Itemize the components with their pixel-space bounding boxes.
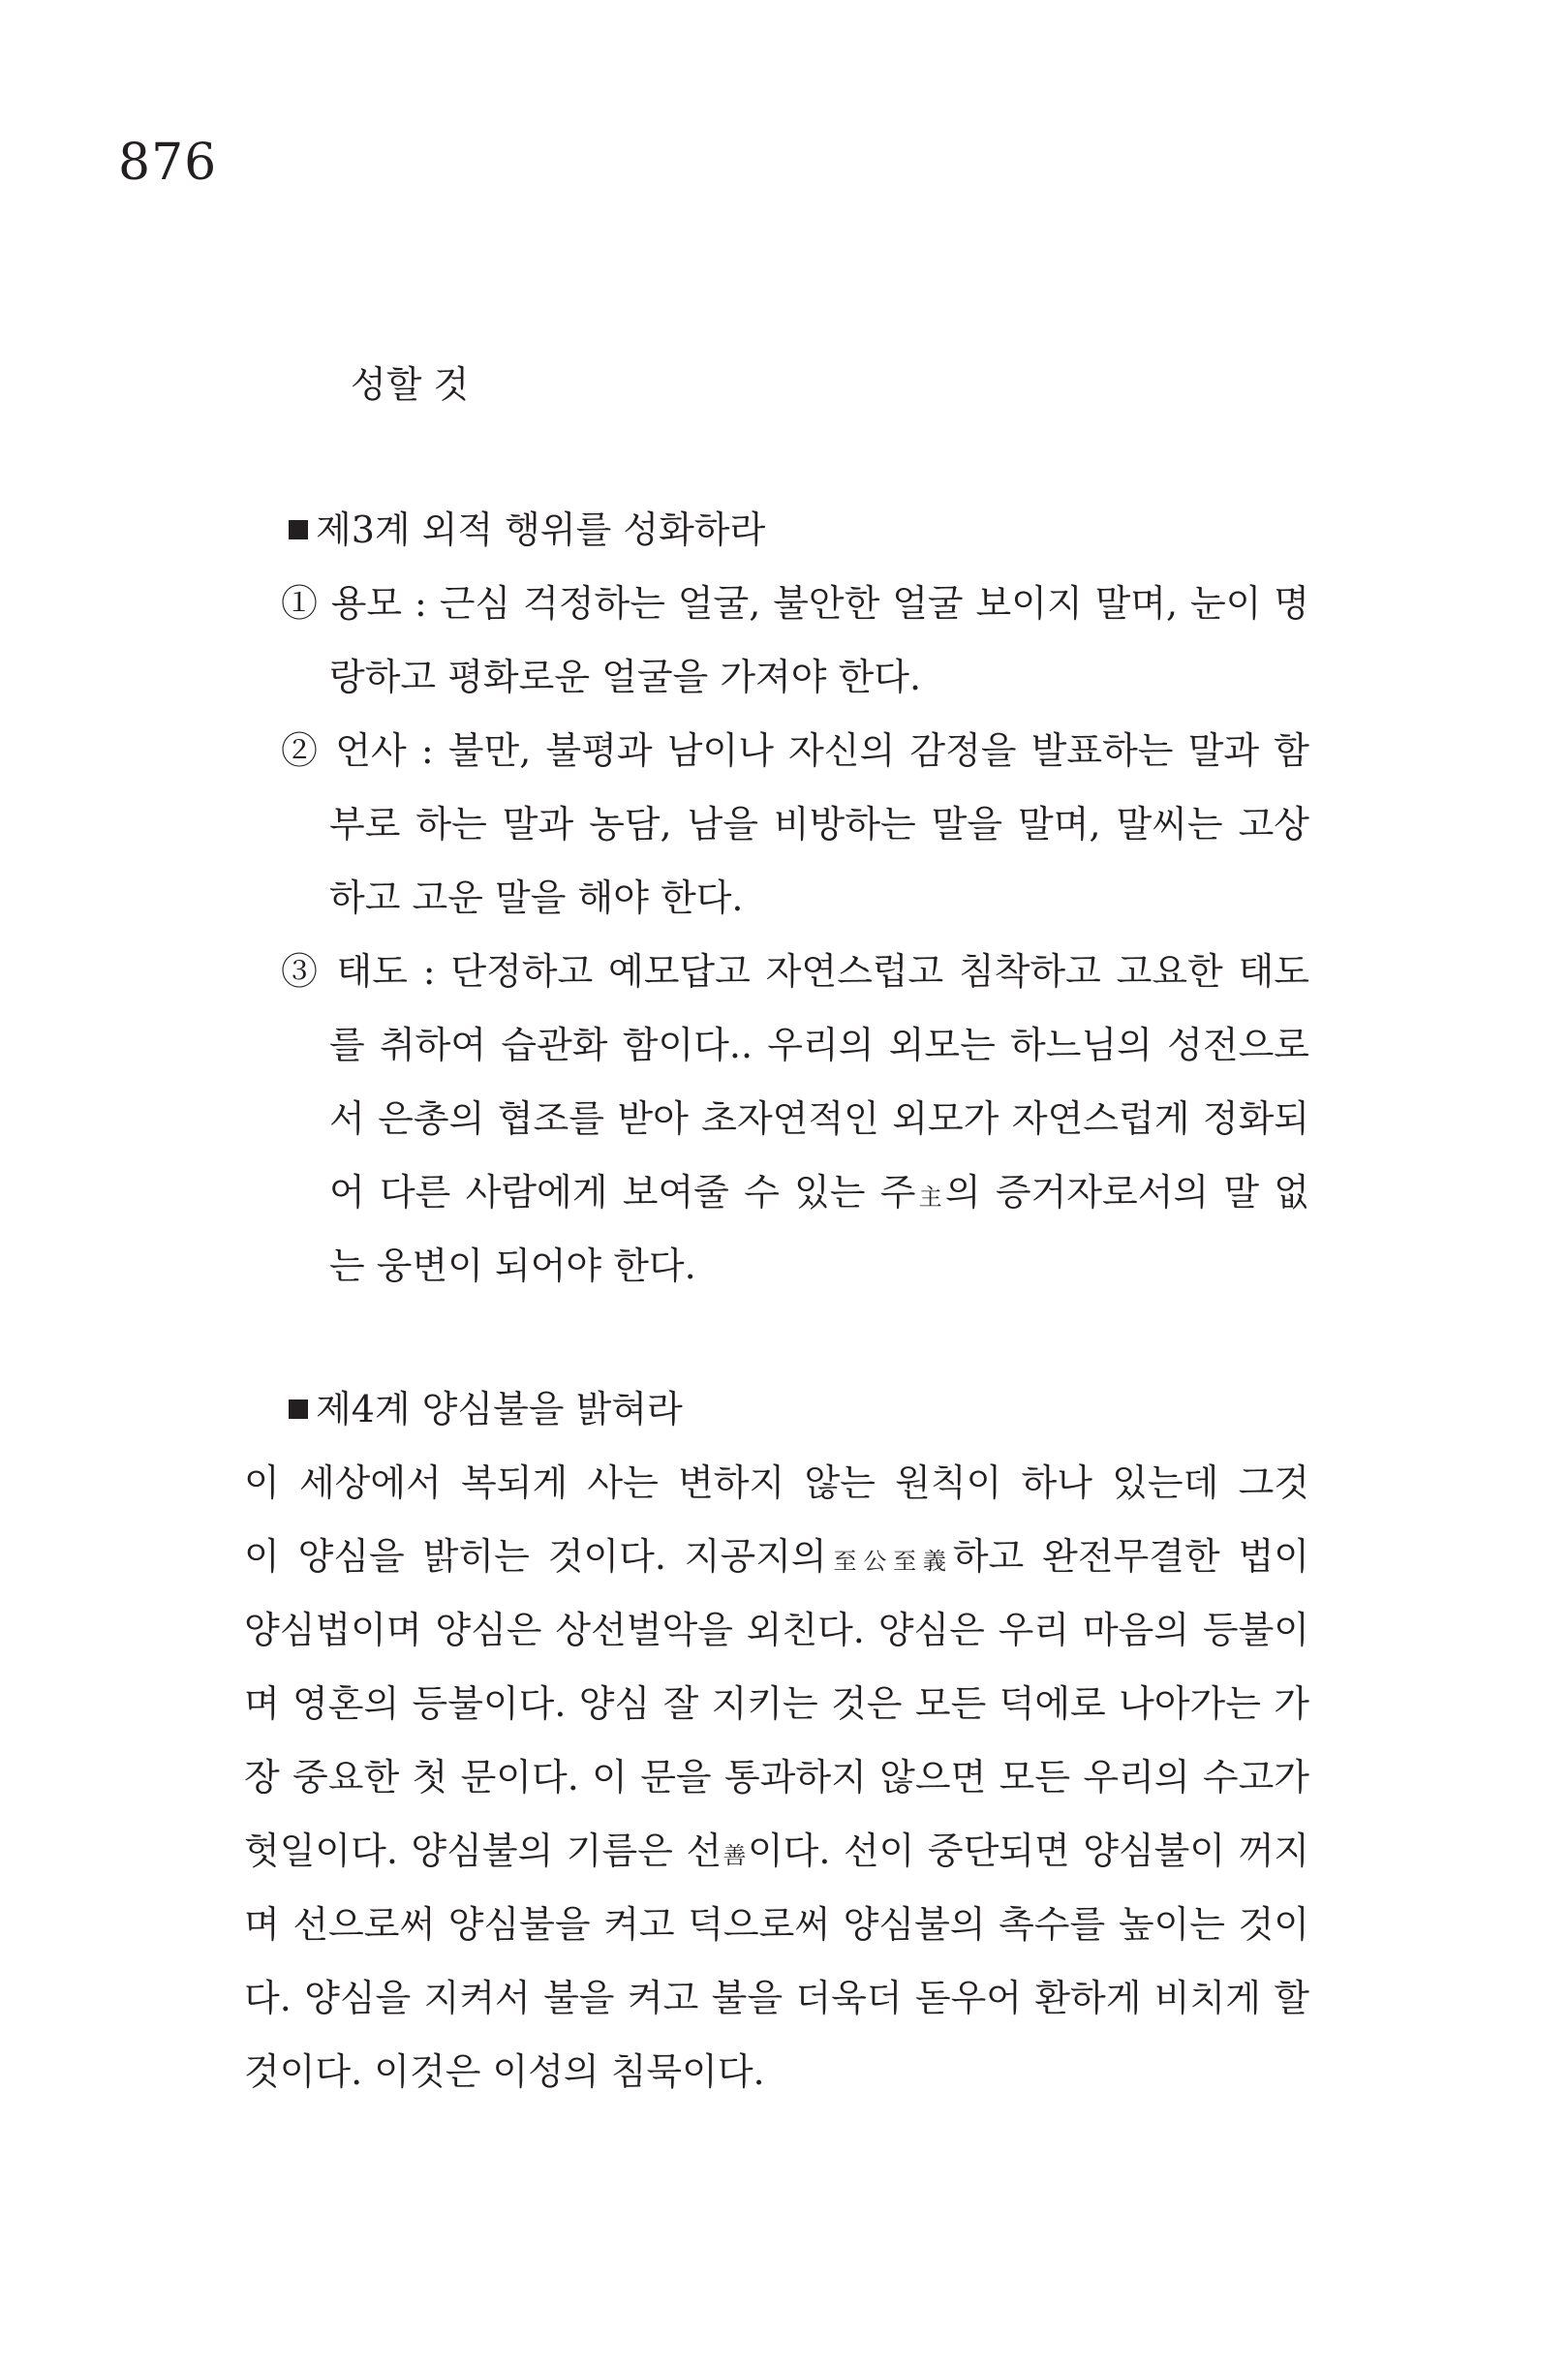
section4-heading bbox=[289, 1388, 683, 1430]
section3-heading bbox=[289, 508, 766, 551]
square-bullet-icon bbox=[289, 520, 308, 539]
body-line2-pre: 이 양심을 밝히는 것이다. 지공지의 bbox=[244, 1535, 827, 1578]
hanja-annotation: 主 bbox=[915, 1184, 945, 1211]
item3-line2: 를 취하여 습관화 함이다.. 우리의 외모는 하느님의 성전으로 bbox=[329, 1024, 1309, 1066]
hanja-annotation: 善 bbox=[722, 1842, 748, 1869]
body-line3: 양심법이며 양심은 상선벌악을 외친다. 양심은 우리 마음의 등불이 bbox=[244, 1609, 1309, 1651]
body-line8: 다. 양심을 지켜서 불을 켜고 불을 더욱더 돋우어 환하게 비치게 할 bbox=[244, 1977, 1309, 2019]
body-line6-pre: 헛일이다. 양심불의 기름은 선 bbox=[244, 1830, 723, 1872]
body-line9: 것이다. 이것은 이성의 침묵이다. bbox=[244, 2050, 765, 2093]
item1-line1: ① 용모 : 근심 걱정하는 얼굴, 불안한 얼굴 보이지 말며, 눈이 명 bbox=[281, 582, 1309, 625]
item2-line2: 부로 하는 말과 농담, 남을 비방하는 말을 말며, 말씨는 고상 bbox=[329, 803, 1309, 846]
item3-line4-post: 의 증거자로서의 말 없 bbox=[944, 1171, 1310, 1214]
continuation-line: 성할 것 bbox=[351, 363, 470, 406]
body-line5: 장 중요한 첫 문이다. 이 문을 통과하지 않으면 모든 우리의 수고가 bbox=[244, 1756, 1309, 1799]
item3-line5: 는 웅변이 되어야 한다. bbox=[329, 1245, 696, 1287]
item3-line4 bbox=[329, 1171, 1310, 1214]
item3-line4-pre: 어 다른 사람에게 보여줄 수 있는 주 bbox=[329, 1171, 916, 1214]
hanja-annotation: 至公至義 bbox=[826, 1548, 953, 1575]
page-number: 876 bbox=[118, 134, 218, 192]
section3-heading-text: 제3계 외적 행위를 성화하라 bbox=[316, 508, 766, 551]
body-line1: 이 세상에서 복되게 사는 변하지 않는 원칙이 하나 있는데 그것 bbox=[244, 1461, 1309, 1504]
body-line6-post: 이다. 선이 중단되면 양심불이 꺼지 bbox=[747, 1830, 1309, 1872]
body-line7: 며 선으로써 양심불을 켜고 덕으로써 양심불의 촉수를 높이는 것이 bbox=[244, 1903, 1309, 1946]
item1-line2: 랑하고 평화로운 얼굴을 가져야 한다. bbox=[329, 656, 922, 698]
body-line6 bbox=[244, 1830, 1309, 1872]
body-line2-post: 하고 완전무결한 법이 bbox=[952, 1535, 1310, 1578]
item2-line1: ② 언사 : 불만, 불평과 남이나 자신의 감정을 발표하는 말과 함 bbox=[281, 729, 1309, 772]
body-line4: 며 영혼의 등불이다. 양심 잘 지키는 것은 모든 덕에로 나아가는 가 bbox=[244, 1682, 1309, 1725]
body-line2 bbox=[244, 1535, 1310, 1578]
item3-line3: 서 은총의 협조를 받아 초자연적인 외모가 자연스럽게 정화되 bbox=[329, 1097, 1309, 1140]
item2-line3: 하고 고운 말을 해야 한다. bbox=[329, 876, 744, 919]
square-bullet-icon bbox=[289, 1399, 308, 1419]
section4-heading-text: 제4계 양심불을 밝혀라 bbox=[316, 1388, 683, 1430]
item3-line1: ③ 태도 : 단정하고 예모답고 자연스럽고 침착하고 고요한 태도 bbox=[281, 950, 1309, 993]
